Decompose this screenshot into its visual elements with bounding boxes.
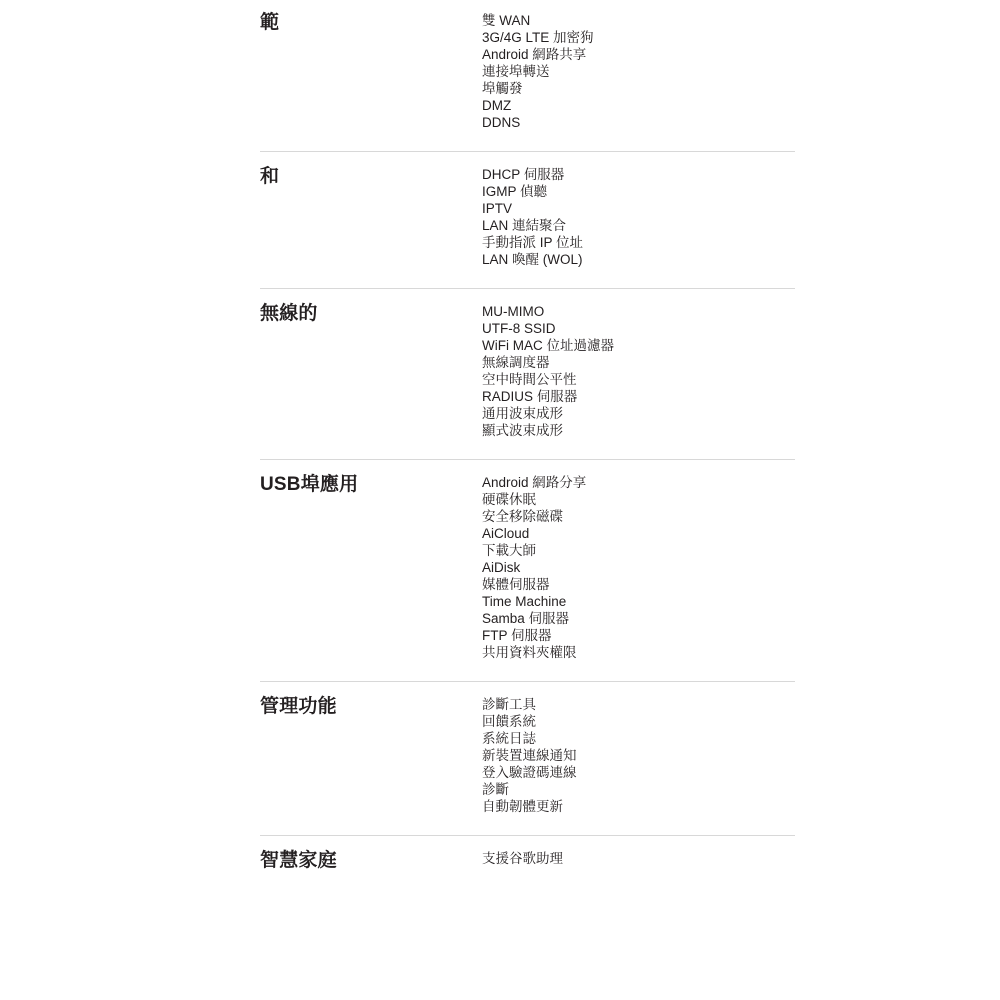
spec-category-label: USB埠應用 [260, 474, 359, 495]
spec-item: Samba 伺服器 [482, 611, 570, 626]
spec-item: 空中時間公平性 [482, 372, 577, 387]
spec-item: AiDisk [482, 560, 521, 575]
spec-item-list [482, 301, 1000, 439]
spec-category-label: 和 [260, 166, 280, 187]
spec-section [0, 836, 1000, 874]
spec-category-label: 範 [260, 12, 280, 33]
spec-category-label: 無線的 [260, 303, 318, 324]
spec-item: 系統日誌 [482, 731, 536, 746]
spec-item: DDNS [482, 115, 521, 130]
spec-item-list [482, 10, 1000, 131]
spec-section [0, 460, 1000, 681]
spec-item: 新裝置連線通知 [482, 748, 577, 763]
spec-item: IPTV [482, 201, 513, 216]
spec-item-list [482, 848, 1000, 867]
spec-item: Android 網路分享 [482, 475, 587, 490]
spec-item: 登入驗證碼連線 [482, 765, 577, 780]
spec-item: 通用波束成形 [482, 406, 563, 421]
spec-item: 自動韌體更新 [482, 799, 563, 814]
spec-item: DMZ [482, 98, 512, 113]
spec-item: 共用資料夾權限 [482, 645, 577, 660]
spec-item: 回饋系統 [482, 714, 536, 729]
spec-item: AiCloud [482, 526, 530, 541]
spec-item: LAN 喚醒 (WOL) [482, 252, 583, 267]
spec-item: 支援谷歌助理 [482, 851, 563, 866]
spec-item-list [482, 472, 1000, 661]
spec-item: 無線調度器 [482, 355, 550, 370]
spec-item: 埠觸發 [482, 81, 523, 96]
spec-item: FTP 伺服器 [482, 628, 552, 643]
spec-item: 下載大師 [482, 543, 536, 558]
spec-item: DHCP 伺服器 [482, 167, 565, 182]
spec-item-list [482, 694, 1000, 815]
spec-item: 診斷工具 [482, 697, 536, 712]
spec-section [0, 682, 1000, 835]
spec-item: 連接埠轉送 [482, 64, 550, 79]
spec-item: UTF-8 SSID [482, 321, 556, 336]
spec-item: 3G/4G LTE 加密狗 [482, 30, 594, 45]
spec-item: LAN 連結聚合 [482, 218, 567, 233]
spec-item: Time Machine [482, 594, 567, 609]
spec-item: WiFi MAC 位址過濾器 [482, 338, 614, 353]
spec-item: RADIUS 伺服器 [482, 389, 578, 404]
spec-item: 媒體伺服器 [482, 577, 550, 592]
spec-category-label: 智慧家庭 [260, 850, 337, 871]
spec-item: IGMP 偵聽 [482, 184, 548, 199]
spec-item-list [482, 164, 1000, 268]
spec-item: 硬碟休眠 [482, 492, 536, 507]
spec-item: 診斷 [482, 782, 509, 797]
spec-item: MU-MIMO [482, 304, 545, 319]
spec-category-label: 管理功能 [260, 696, 337, 717]
spec-item: 安全移除磁碟 [482, 509, 563, 524]
spec-section [0, 152, 1000, 288]
spec-section [0, 289, 1000, 459]
spec-item: 顯式波束成形 [482, 423, 563, 438]
spec-section [0, 0, 1000, 151]
spec-item: Android 網路共享 [482, 47, 587, 62]
spec-item: 手動指派 IP 位址 [482, 235, 584, 250]
spec-item: 雙 WAN [482, 13, 531, 28]
